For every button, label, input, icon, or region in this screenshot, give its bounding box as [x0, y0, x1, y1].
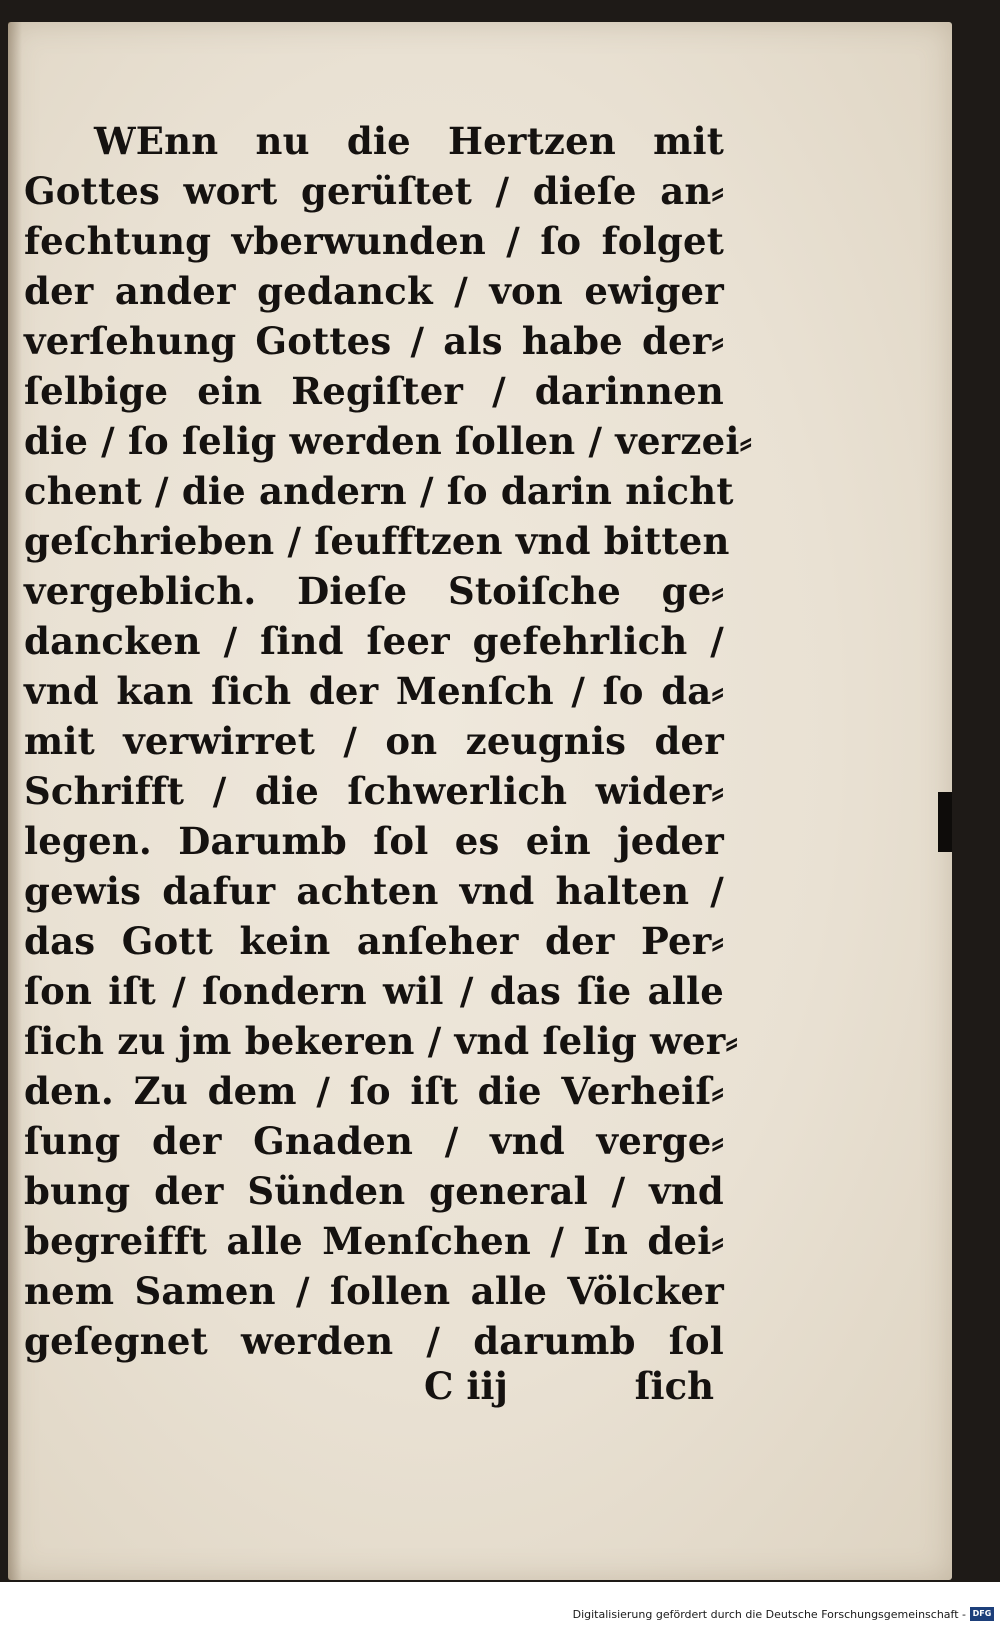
digitization-credit: Digitalisierung gefördert durch die Deutsche Forschungsgemeinschaft - — [572, 1608, 966, 1621]
page-body-text — [24, 116, 753, 1366]
binding-mark — [938, 792, 952, 852]
text-line: der ander gedanck / von ewiger — [24, 269, 724, 313]
text-line: den. Zu dem / ſo iſt die Verheiſ⸗ — [24, 1069, 724, 1113]
text-line: vergeblich. Dieſe Stoiſche ge⸗ — [24, 569, 724, 613]
dfg-logo: DFG — [970, 1607, 994, 1621]
text-line: vnd kan ſich der Menſch / ſo da⸗ — [24, 669, 724, 713]
text-line: gewis dafur achten vnd halten / — [24, 869, 724, 913]
signature-mark: C iij — [424, 1364, 508, 1408]
book-page — [8, 22, 952, 1580]
text-line: legen. Darumb ſol es ein jeder — [24, 819, 724, 863]
text-line: ſon iſt / ſondern wil / das ſie alle — [24, 969, 724, 1013]
text-line: begreifft alle Menſchen / In dei⸗ — [24, 1219, 724, 1263]
text-line: Gottes wort gerüſtet / dieſe an⸗ — [24, 169, 724, 213]
text-line: Schrifft / die ſchwerlich wider⸗ — [24, 769, 724, 813]
text-line: bung der Sünden general / vnd — [24, 1169, 724, 1213]
text-line: fechtung vberwunden / ſo folget — [24, 219, 724, 263]
text-line: ſung der Gnaden / vnd verge⸗ — [24, 1119, 724, 1163]
text-line: das Gott kein anſeher der Per⸗ — [24, 919, 724, 963]
text-line: verſehung Gottes / als habe der⸗ — [24, 319, 724, 363]
text-line: WEnn nu die Hertzen mit — [94, 119, 724, 163]
text-line: chent / die andern / ſo darin nicht — [24, 469, 734, 513]
text-line: die / ſo ſelig werden ſollen / verzei⸗ — [24, 419, 753, 463]
page-gutter-shadow — [8, 22, 22, 1580]
text-line: ſich zu jm bekeren / vnd ſelig wer⸗ — [24, 1019, 738, 1063]
text-line: geſegnet werden / darumb ſol — [24, 1319, 724, 1363]
catchword: ſich — [634, 1364, 714, 1408]
text-line: nem Samen / ſollen alle Völcker — [24, 1269, 724, 1313]
text-line: ſelbige ein Regiſter / darinnen — [24, 369, 724, 413]
text-line: mit verwirret / on zeugnis der — [24, 719, 724, 763]
page-footer — [24, 1358, 724, 1414]
text-line: dancken / ſind ſeer gefehrlich / — [24, 619, 724, 663]
text-line: geſchrieben / ſeufftzen vnd bitten — [24, 519, 730, 563]
